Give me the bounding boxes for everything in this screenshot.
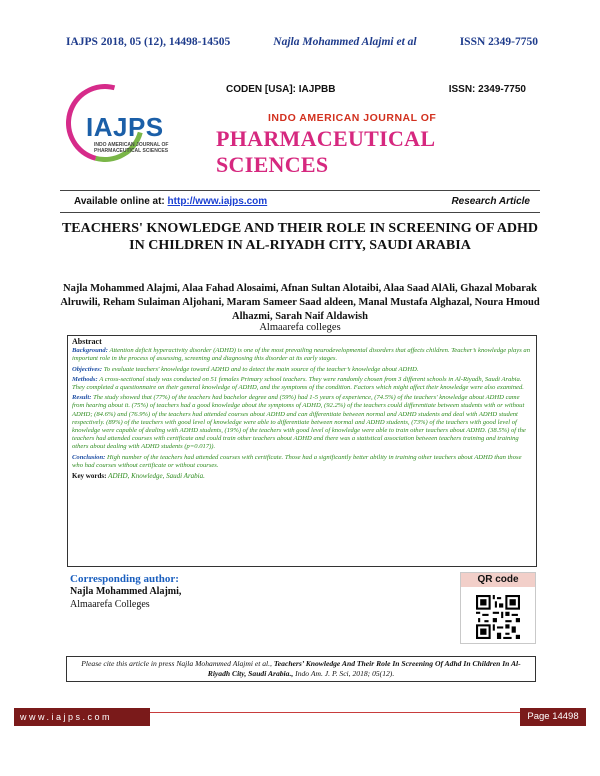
masthead-issn: ISSN: 2349-7750 <box>448 84 526 95</box>
journal-url-link[interactable]: http://www.iajps.com <box>167 196 268 207</box>
coden: CODEN [USA]: IAJPBB <box>226 84 336 95</box>
online-label: Available online at: <box>74 196 165 207</box>
qr-code-box <box>460 572 536 644</box>
abstract-conclusion <box>72 454 532 470</box>
objectives-label: Objectives: <box>72 365 103 373</box>
methods-text: A cross-sectional study was conducted on 51 females Primary school teachers. They were randomly chosen from 3 different schools in Al-Riyadh, Saudi Arabia. They completed a questionnaire on their general knowledge of ADHD, and the symptoms of the condition. Factors which might affect their knowledge were also examined. <box>72 375 524 392</box>
page-footer <box>14 708 586 726</box>
online-bar <box>74 196 530 207</box>
citation-title: Teachers’ Knowledge And Their Role In Screening Of Adhd In Children In Al-Riyadh City, Saudi Arabia., <box>207 659 521 678</box>
author-list: Najla Mohammed Alajmi, Alaa Fahad Alosaimi, Afnan Sultan Alotaibi, Alaa Saad AlAli, Ghazal Mobarak Alruwili, Reham Sulaiman Aljohani, Maram Sameer Saad aldeen, Manal Mustafa Alghazal, Noura Hmoud Alhazmi, Sarah Naif Aldawish <box>60 283 540 322</box>
abstract-objectives <box>72 366 532 374</box>
page-number: Page 14498 <box>520 708 586 726</box>
keywords-label: Key words: <box>72 472 107 481</box>
citation-box <box>66 656 536 682</box>
keywords-text: ADHD, Knowledge, Saudi Arabia. <box>108 472 205 481</box>
article-title: TEACHERS' KNOWLEDGE AND THEIR ROLE IN SCREENING OF ADHD IN CHILDREN IN AL-RIYADH CITY, SAUDI ARABIA <box>61 221 539 253</box>
conclusion-text: High number of the teachers had attended courses with certificate. Those had a significantly better ability in training other teachers about ADHD than those who had courses without certificate or without courses. <box>72 453 522 469</box>
abstract-heading: Abstract <box>72 337 102 346</box>
abstract-background <box>72 347 532 363</box>
journal-masthead <box>60 74 540 184</box>
citation-suffix: Indo Am. J. P. Sci, 2018; 05(12). <box>295 669 395 678</box>
corresponding-author <box>70 573 370 610</box>
result-label: Result: <box>72 394 92 402</box>
citation-prefix: Please cite this article in press Najla Mohammed Alajmi et al., <box>81 659 272 668</box>
running-author: Najla Mohammed Alajmi et al <box>273 36 417 48</box>
objectives-text: To evaluate teachers' knowledge toward ADHD and to detect the main source of the teacher’s knowledge about ADHD. <box>103 365 419 373</box>
conclusion-label: Conclusion: <box>72 453 106 461</box>
abstract-keywords <box>72 472 532 480</box>
running-head <box>0 36 600 48</box>
article-type: Research Article <box>451 196 530 207</box>
journal-logo <box>60 82 198 176</box>
abstract-box <box>67 335 537 567</box>
footer-site: www.iajps.com <box>14 708 150 726</box>
journal-name-line1: INDO AMERICAN JOURNAL OF <box>268 112 437 124</box>
online-availability <box>74 196 267 207</box>
divider <box>60 190 540 191</box>
logo-subtext: INDO AMERICAN JOURNAL OF PHARMACEUTICAL SCIENCES <box>94 142 169 154</box>
corresponding-heading: Corresponding author: <box>70 573 179 585</box>
divider <box>60 212 540 213</box>
journal-codes <box>226 84 526 95</box>
background-label: Background: <box>72 347 108 355</box>
running-issn: ISSN 2349-7750 <box>459 36 538 48</box>
background-text: Attention deficit hyperactivity disorder (ADHD) is one of the most prevailing neurodevelopmental disorders that affects children. Teacher’s knowledge plays an important role in the process of assessing, screening and diagnosing this disorder at its early stages. <box>72 347 531 363</box>
corresponding-name: Najla Mohammed Alajmi, <box>70 586 182 597</box>
logo-text: IAJPS <box>86 112 164 142</box>
methods-label: Methods: <box>72 375 98 383</box>
journal-name-line2: PHARMACEUTICAL SCIENCES <box>216 126 435 177</box>
affiliation: Almaarefa colleges <box>259 322 341 333</box>
corresponding-institution: Almaarefa Colleges <box>70 599 150 610</box>
qr-label: QR code <box>461 573 535 587</box>
journal-citation: IAJPS 2018, 05 (12), 14498-14505 <box>66 36 231 48</box>
result-text: The study showed that (77%) of the teachers had bachelor degree and (59%) had 1-5 years of experience, (74.5%) of the teachers' knowledge about ADHD came from hearing about it. (75%) of teachers had a good knowledge about the symptoms of ADHD, (92.2%) of the teachers could differentiate between students with or without ADHD; (84.6%) and (76.9%) of the teachers had attended courses about ADHD and can differentiate between normal and ADHD students and deal with ADHD student respectively. (89%) of the teachers with good level of knowledge were able to differentiate between normal and ADHD students, (73%) of the teachers with good level of knowledge were capable of dealing with ADHD students, (19%) of the teachers with good level of knowledge were able to train other teachers about ADHD. (38.5%) of the teachers had attended courses with certificate and could train other teachers about ADHD and there was a statistical association between teachers training and training others about dealing with ADHD students (p=0.017)). <box>72 394 526 451</box>
abstract-result <box>72 394 532 451</box>
abstract-methods <box>72 376 532 392</box>
qr-code-icon <box>476 595 520 639</box>
